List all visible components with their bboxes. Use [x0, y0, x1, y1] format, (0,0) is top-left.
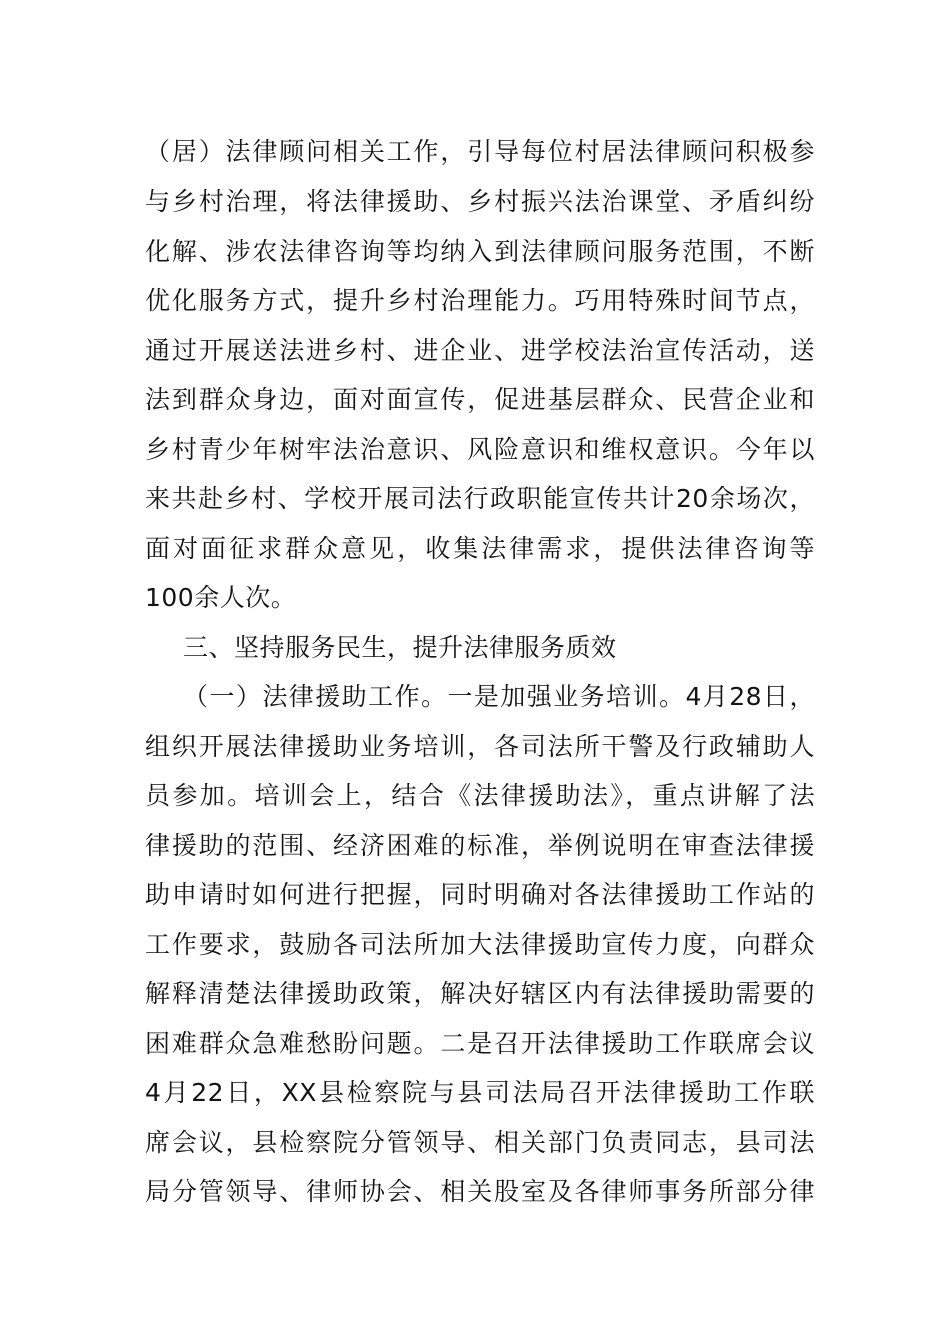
section-heading: 三、坚持服务民生，提升法律服务质效 [183, 633, 617, 662]
body-text-line: 通过开展送法进乡村、进企业、进学校法治宣传活动，送 [145, 336, 815, 365]
body-text-line: 4月22日，XX县检察院与县司法局召开法律援助工作联 [145, 1078, 815, 1107]
body-text-line: 优化服务方式，提升乡村治理能力。巧用特殊时间节点， [145, 286, 815, 315]
body-text-line: 化解、涉农法律咨询等均纳入到法律顾问服务范围，不断 [145, 237, 815, 266]
body-text-line: 面对面征求群众意见，收集法律需求，提供法律咨询等 [145, 534, 815, 563]
body-text-line: 工作要求，鼓励各司法所加大法律援助宣传力度，向群众 [145, 930, 815, 959]
body-text-line: （居）法律顾问相关工作，引导每位村居法律顾问积极参 [145, 137, 815, 166]
subsection-first-line: （一）法律援助工作。一是加强业务培训。4月28日， [183, 682, 815, 711]
body-text-line: 乡村青少年树牢法治意识、风险意识和维权意识。今年以 [145, 435, 815, 464]
body-text-line: 员参加。培训会上，结合《法律援助法》，重点讲解了法 [145, 781, 815, 810]
body-text-line: 律援助的范围、经济困难的标准，举例说明在审查法律援 [145, 831, 815, 860]
body-text-line: 组织开展法律援助业务培训，各司法所干警及行政辅助人 [145, 732, 815, 761]
body-text-line: 100余人次。 [145, 583, 297, 612]
body-text-line: 困难群众急难愁盼问题。二是召开法律援助工作联席会议 [145, 1029, 815, 1058]
body-text-line: 来共赴乡村、学校开展司法行政职能宣传共计20余场次， [145, 484, 815, 513]
body-text-line: 局分管领导、律师协会、相关股室及各律师事务所部分律 [145, 1177, 815, 1206]
body-text-line: 助申请时如何进行把握，同时明确对各法律援助工作站的 [145, 880, 815, 909]
body-text-line: 法到群众身边，面对面宣传，促进基层群众、民营企业和 [145, 385, 815, 414]
body-text-line: 与乡村治理，将法律援助、乡村振兴法治课堂、矛盾纠纷 [145, 187, 815, 216]
body-text-line: 席会议，县检察院分管领导、相关部门负责同志，县司法 [145, 1128, 815, 1157]
body-text-line: 解释清楚法律援助政策，解决好辖区内有法律援助需要的 [145, 979, 815, 1008]
